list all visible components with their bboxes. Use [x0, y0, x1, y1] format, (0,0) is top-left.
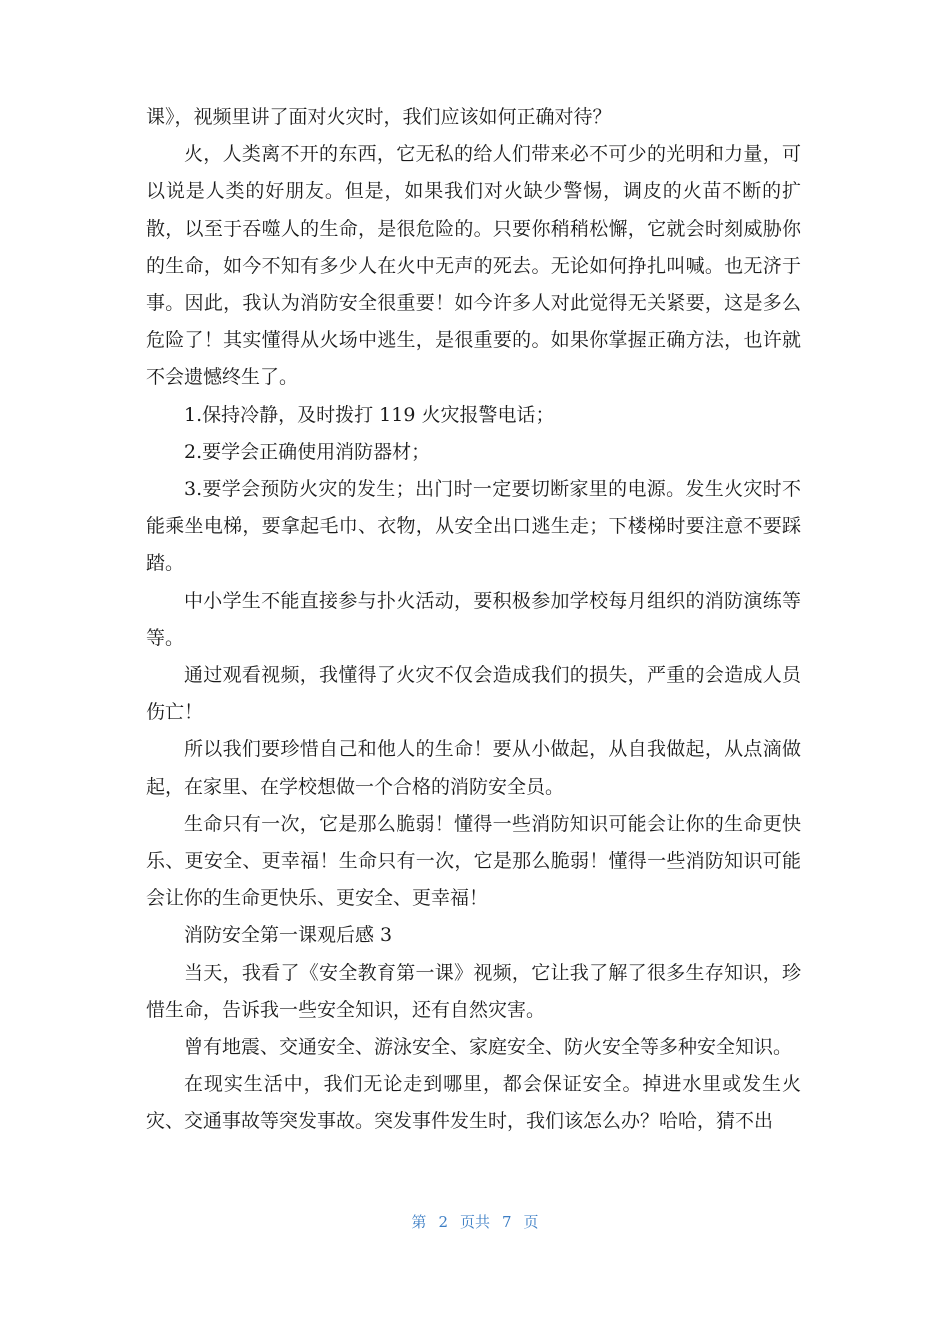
footer-suffix: 页	[523, 1213, 539, 1231]
paragraph-9: 在现实生活中，我们无论走到哪里，都会保证安全。掉进水里或发生火灾、交通事故等突发事故。突发事件发生时，我们该怎么办？哈哈，猜不出	[146, 1073, 801, 1133]
paragraph-6: 生命只有一次，它是那么脆弱！懂得一些消防知识可能会让你的生命更快乐、更安全、更幸福！生命只有一次，它是那么脆弱！懂得一些消防知识可能会让你的生命更快乐、更安全、更幸福！	[146, 812, 801, 910]
paragraph-1: 课》，视频里讲了面对火灾时，我们应该如何正确对待？	[146, 106, 612, 128]
footer-total-pages: 7	[502, 1213, 512, 1231]
footer-middle: 页共	[459, 1213, 490, 1231]
footer-prefix: 第	[411, 1213, 427, 1231]
paragraph-3: 中小学生不能直接参与扑火活动，要积极参加学校每月组织的消防演练等等。	[146, 589, 801, 649]
paragraph-8: 曾有地震、交通安全、游泳安全、家庭安全、防火安全等多种安全知识。	[184, 1036, 793, 1059]
paragraph-7: 当天，我看了《安全教育第一课》视频，它让我了解了很多生存知识，珍惜生命，告诉我一些安全知识，还有自然灾害。	[146, 961, 801, 1021]
list-item-1: 1.保持冷静，及时拨打 119 火灾报警电话；	[184, 403, 555, 426]
document-body	[146, 99, 801, 1141]
page-footer	[0, 1211, 950, 1232]
paragraph-5: 所以我们要珍惜自己和他人的生命！要从小做起，从自我做起，从点滴做起，在家里、在学校想做一个合格的消防安全员。	[146, 738, 801, 798]
paragraph-4: 通过观看视频，我懂得了火灾不仅会造成我们的损失，严重的会造成人员伤亡！	[146, 664, 801, 724]
list-item-2: 2.要学会正确使用消防器材；	[184, 440, 431, 463]
footer-current-page: 2	[438, 1213, 448, 1231]
list-item-3: 3.要学会预防火灾的发生；出门时一定要切断家里的电源。发生火灾时不能乘坐电梯，要拿起毛巾、衣物，从安全出口逃生走；下楼梯时要注意不要踩踏。	[146, 478, 801, 575]
paragraph-2: 火，人类离不开的东西，它无私的给人们带来必不可少的光明和力量，可以说是人类的好朋友。但是，如果我们对火缺少警惕，调皮的火苗不断的扩散，以至于吞噬人的生命，是很危险的。只要你稍稍松懈，它就会时刻威胁你的生命，如今不知有多少人在火中无声的死去。无论如何挣扎叫喊。也无济于事。因此，我认为消防安全很重要！如今许多人对此觉得无关紧要，这是多么危险了！其实懂得从火场中逃生，是很重要的。如果你掌握正确方法，也许就不会遗憾终生了。	[146, 143, 801, 389]
section-heading: 消防安全第一课观后感 3	[184, 924, 393, 947]
